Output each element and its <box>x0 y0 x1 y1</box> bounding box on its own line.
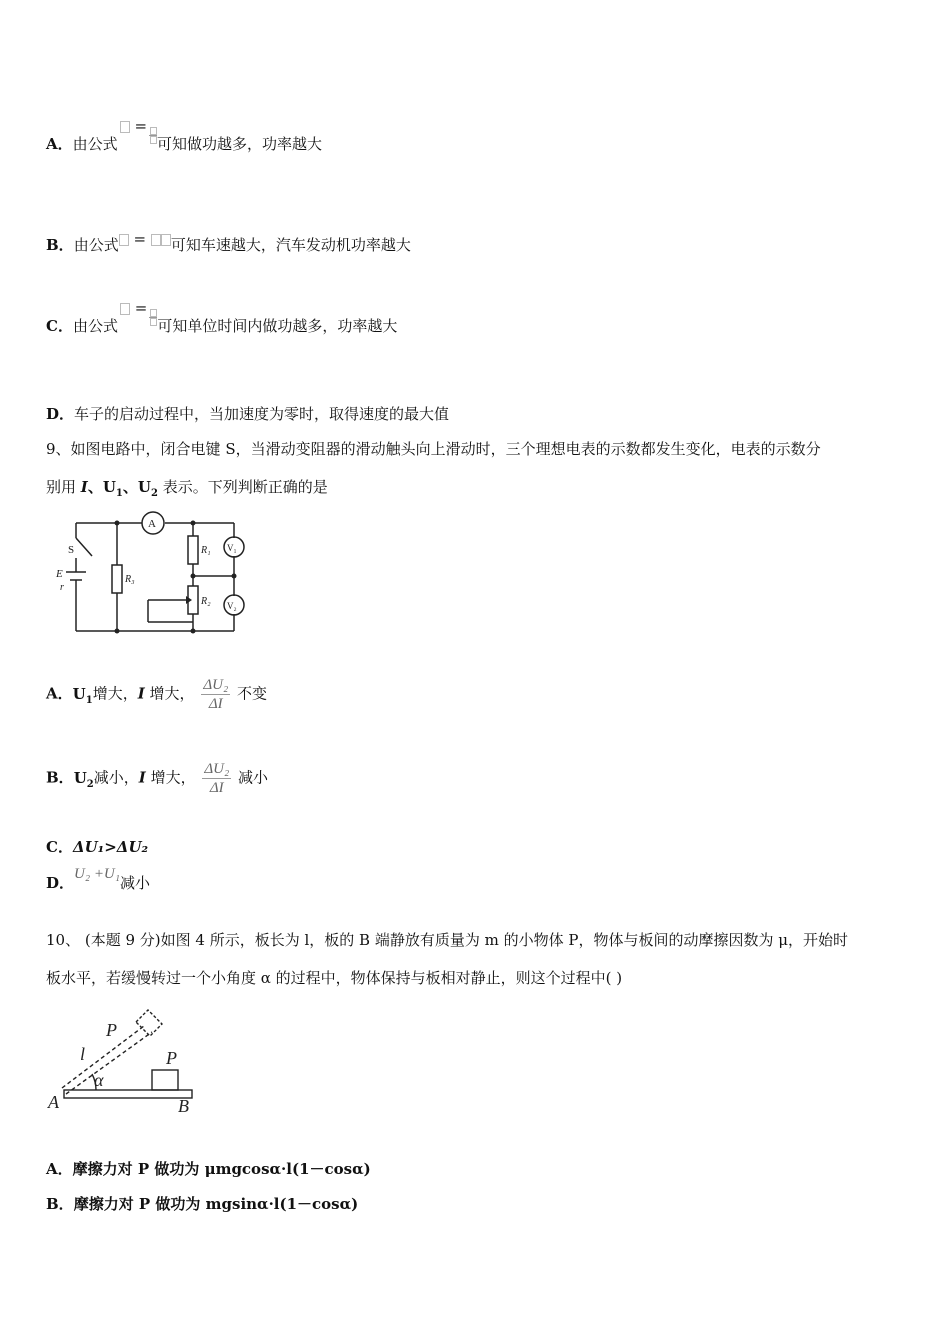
svg-text:R₂: R₂ <box>201 596 211 607</box>
svg-text:S: S <box>68 544 75 556</box>
option-prefix: 由公式 <box>72 317 118 335</box>
svg-text:P: P <box>106 1020 117 1040</box>
q8-option-a <box>46 117 323 158</box>
formula-placeholder <box>120 121 130 133</box>
svg-text:A: A <box>48 1092 59 1112</box>
formula-fraction <box>149 309 157 326</box>
svg-text:r: r <box>60 582 64 593</box>
option-text: 车子的启动过程中，当加速度为零时，取得速度的最大值 <box>74 405 450 423</box>
svg-text:P: P <box>166 1048 177 1068</box>
q10-stem-line1: 10、 (本题 9 分)如图 4 所示，板长为 l，板的 B 端静放有质量为 m 的小物体 P，物体与板间的动摩擦因数为 μ，开始时 <box>46 931 848 949</box>
svg-text:E: E <box>56 568 63 580</box>
option-prefix: 由公式 <box>72 135 118 153</box>
q9-option-a: A．$U_1$增大，I 增大， $\frac{\text{ΔU₂}}{\Delta I}$ 不变 <box>46 677 267 712</box>
option-label: D． <box>46 405 75 423</box>
q10-stem-line2: 板水平，若缓慢转过一个小角度 α 的过程中，物体保持与板相对静止，则这个过程中( ) <box>46 969 623 987</box>
q9-stem-line2: 别用 I、$U_1$、$U_2$ 表示。下列判断正确的是 <box>46 478 328 499</box>
formula-image: = <box>120 117 147 135</box>
formula: U₂ +U₁ <box>74 866 120 882</box>
q9-option-d: D．U₂ +U₁减小 <box>46 866 150 892</box>
svg-text:A: A <box>148 518 156 530</box>
option-text: 可知单位时间内做功越多，功率越大 <box>157 317 398 335</box>
delta-fraction: $\frac{\text{ΔU₂}}{\Delta I}$ <box>203 677 229 712</box>
formula-fraction <box>149 127 157 144</box>
incline-diagram <box>44 1002 204 1117</box>
svg-text:R₃: R₃ <box>125 574 135 585</box>
option-label: C． <box>46 317 73 335</box>
q10-option-a: A．摩擦力对 P 做功为 μmgcosα·l(1－cosα) <box>46 1160 371 1178</box>
option-text: 可知做功越多，功率越大 <box>157 135 323 153</box>
q9-stem-line1: 9、如图电路中，闭合电键 S，当滑动变阻器的滑动触头向上滑动时，三个理想电表的示数都发生变化，电表的示数分 <box>46 440 821 458</box>
q8-option-d <box>46 403 449 424</box>
option-label: A． <box>46 135 73 153</box>
svg-text:V₂: V₂ <box>227 601 237 611</box>
svg-text:B: B <box>178 1096 189 1116</box>
formula-image: = <box>119 230 171 248</box>
q9-option-b: B．$U_2$减小，I 增大， $\frac{\text{ΔU₂}}{\Delta I}$ 减小 <box>46 761 268 796</box>
q9-option-c: C．ΔU₁>ΔU₂ <box>46 838 149 856</box>
svg-text:α: α <box>94 1070 104 1090</box>
circuit-diagram <box>52 510 252 640</box>
formula-image: = <box>120 299 147 317</box>
svg-text:R₁: R₁ <box>201 545 211 556</box>
q8-option-c <box>46 299 398 340</box>
q8-option-b <box>46 230 411 255</box>
svg-text:l: l <box>80 1044 86 1064</box>
option-prefix: 由公式 <box>73 236 119 254</box>
q10-option-b: B．摩擦力对 P 做功为 mgsinα·l(1－cosα) <box>46 1195 359 1213</box>
delta-fraction: $\frac{\text{ΔU₂}}{\Delta I}$ <box>204 761 230 796</box>
option-label: B． <box>46 236 74 254</box>
option-text: 可知车速越大，汽车发动机功率越大 <box>170 236 411 254</box>
svg-text:V₁: V₁ <box>227 543 237 553</box>
